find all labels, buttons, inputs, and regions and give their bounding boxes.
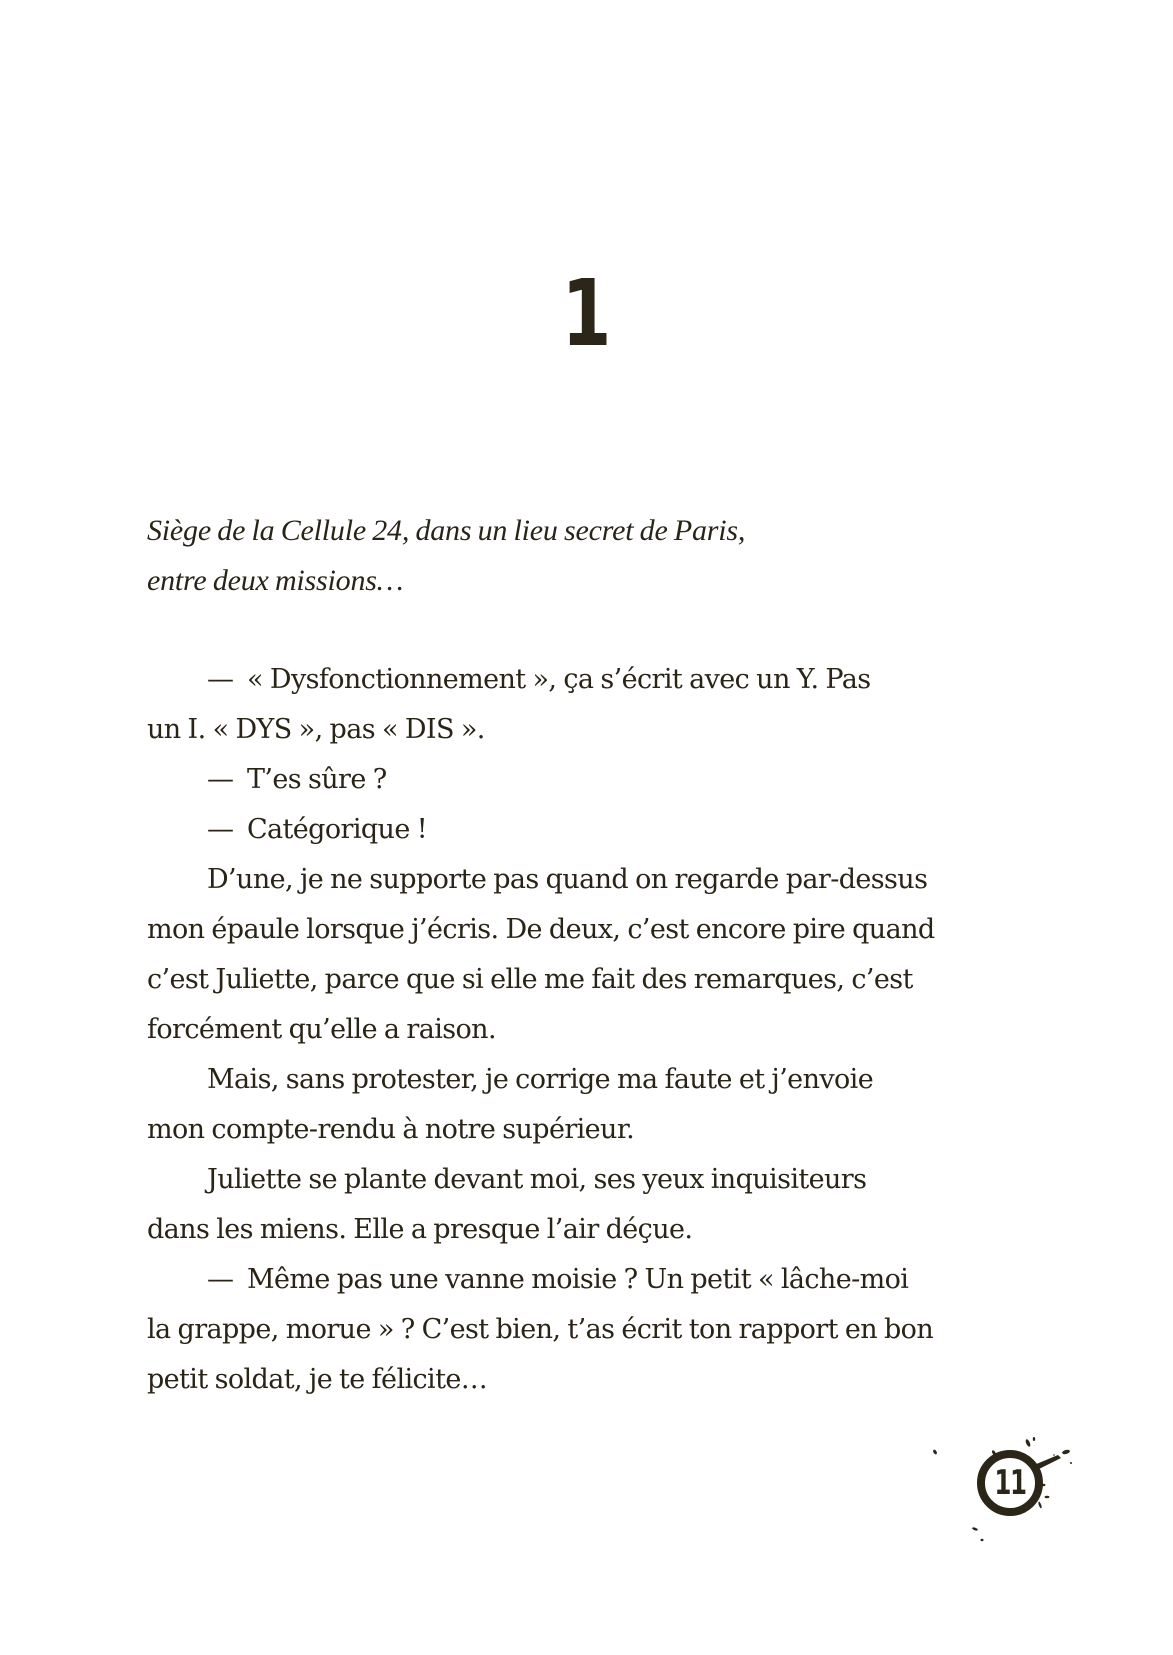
body-line: un I. « DYS », pas « DIS ».: [147, 714, 485, 745]
body-line: mon compte-rendu à notre supérieur.: [147, 1114, 635, 1145]
chapter-body: [147, 655, 967, 1405]
chapter-intro: [147, 506, 967, 606]
body-line: — « Dysfonctionnement », ça s’écrit avec un Y. Pas: [147, 655, 967, 705]
dialogue-dash: —: [207, 664, 234, 695]
body-line: D’une, je ne supporte pas quand on regarde par-dessus: [207, 864, 928, 895]
body-line: la grappe, morue » ? C’est bien, t’as écrit ton rapport en bon: [147, 1314, 934, 1345]
intro-line: entre deux missions…: [147, 564, 404, 597]
body-line: forcément qu’elle a raison.: [147, 1014, 496, 1045]
body-line: c’est Juliette, parce que si elle me fait des remarques, c’est: [147, 964, 913, 995]
dialogue-dash: —: [207, 814, 234, 845]
body-line: — Même pas une vanne moisie ? Un petit « lâche-moi: [147, 1255, 967, 1305]
body-line: Juliette se plante devant moi, ses yeux inquisiteurs: [207, 1164, 867, 1195]
body-line: Mais, sans protester, je corrige ma faute et j’envoie: [207, 1064, 874, 1095]
body-line: mon épaule lorsque j’écris. De deux, c’est encore pire quand: [147, 914, 935, 945]
page-number: 11: [994, 1463, 1026, 1503]
body-line: — T’es sûre ?: [147, 755, 967, 805]
dialogue-dash: —: [207, 764, 234, 795]
page-number-badge: [930, 1425, 1080, 1545]
body-line: — Catégorique !: [147, 805, 967, 855]
body-line: petit soldat, je te félicite…: [147, 1364, 488, 1395]
body-line: dans les miens. Elle a presque l’air déçue.: [147, 1214, 693, 1245]
intro-line: Siège de la Cellule 24, dans un lieu secret de Paris,: [147, 514, 746, 547]
dialogue-dash: —: [207, 1264, 234, 1295]
chapter-number: 1: [561, 260, 612, 367]
